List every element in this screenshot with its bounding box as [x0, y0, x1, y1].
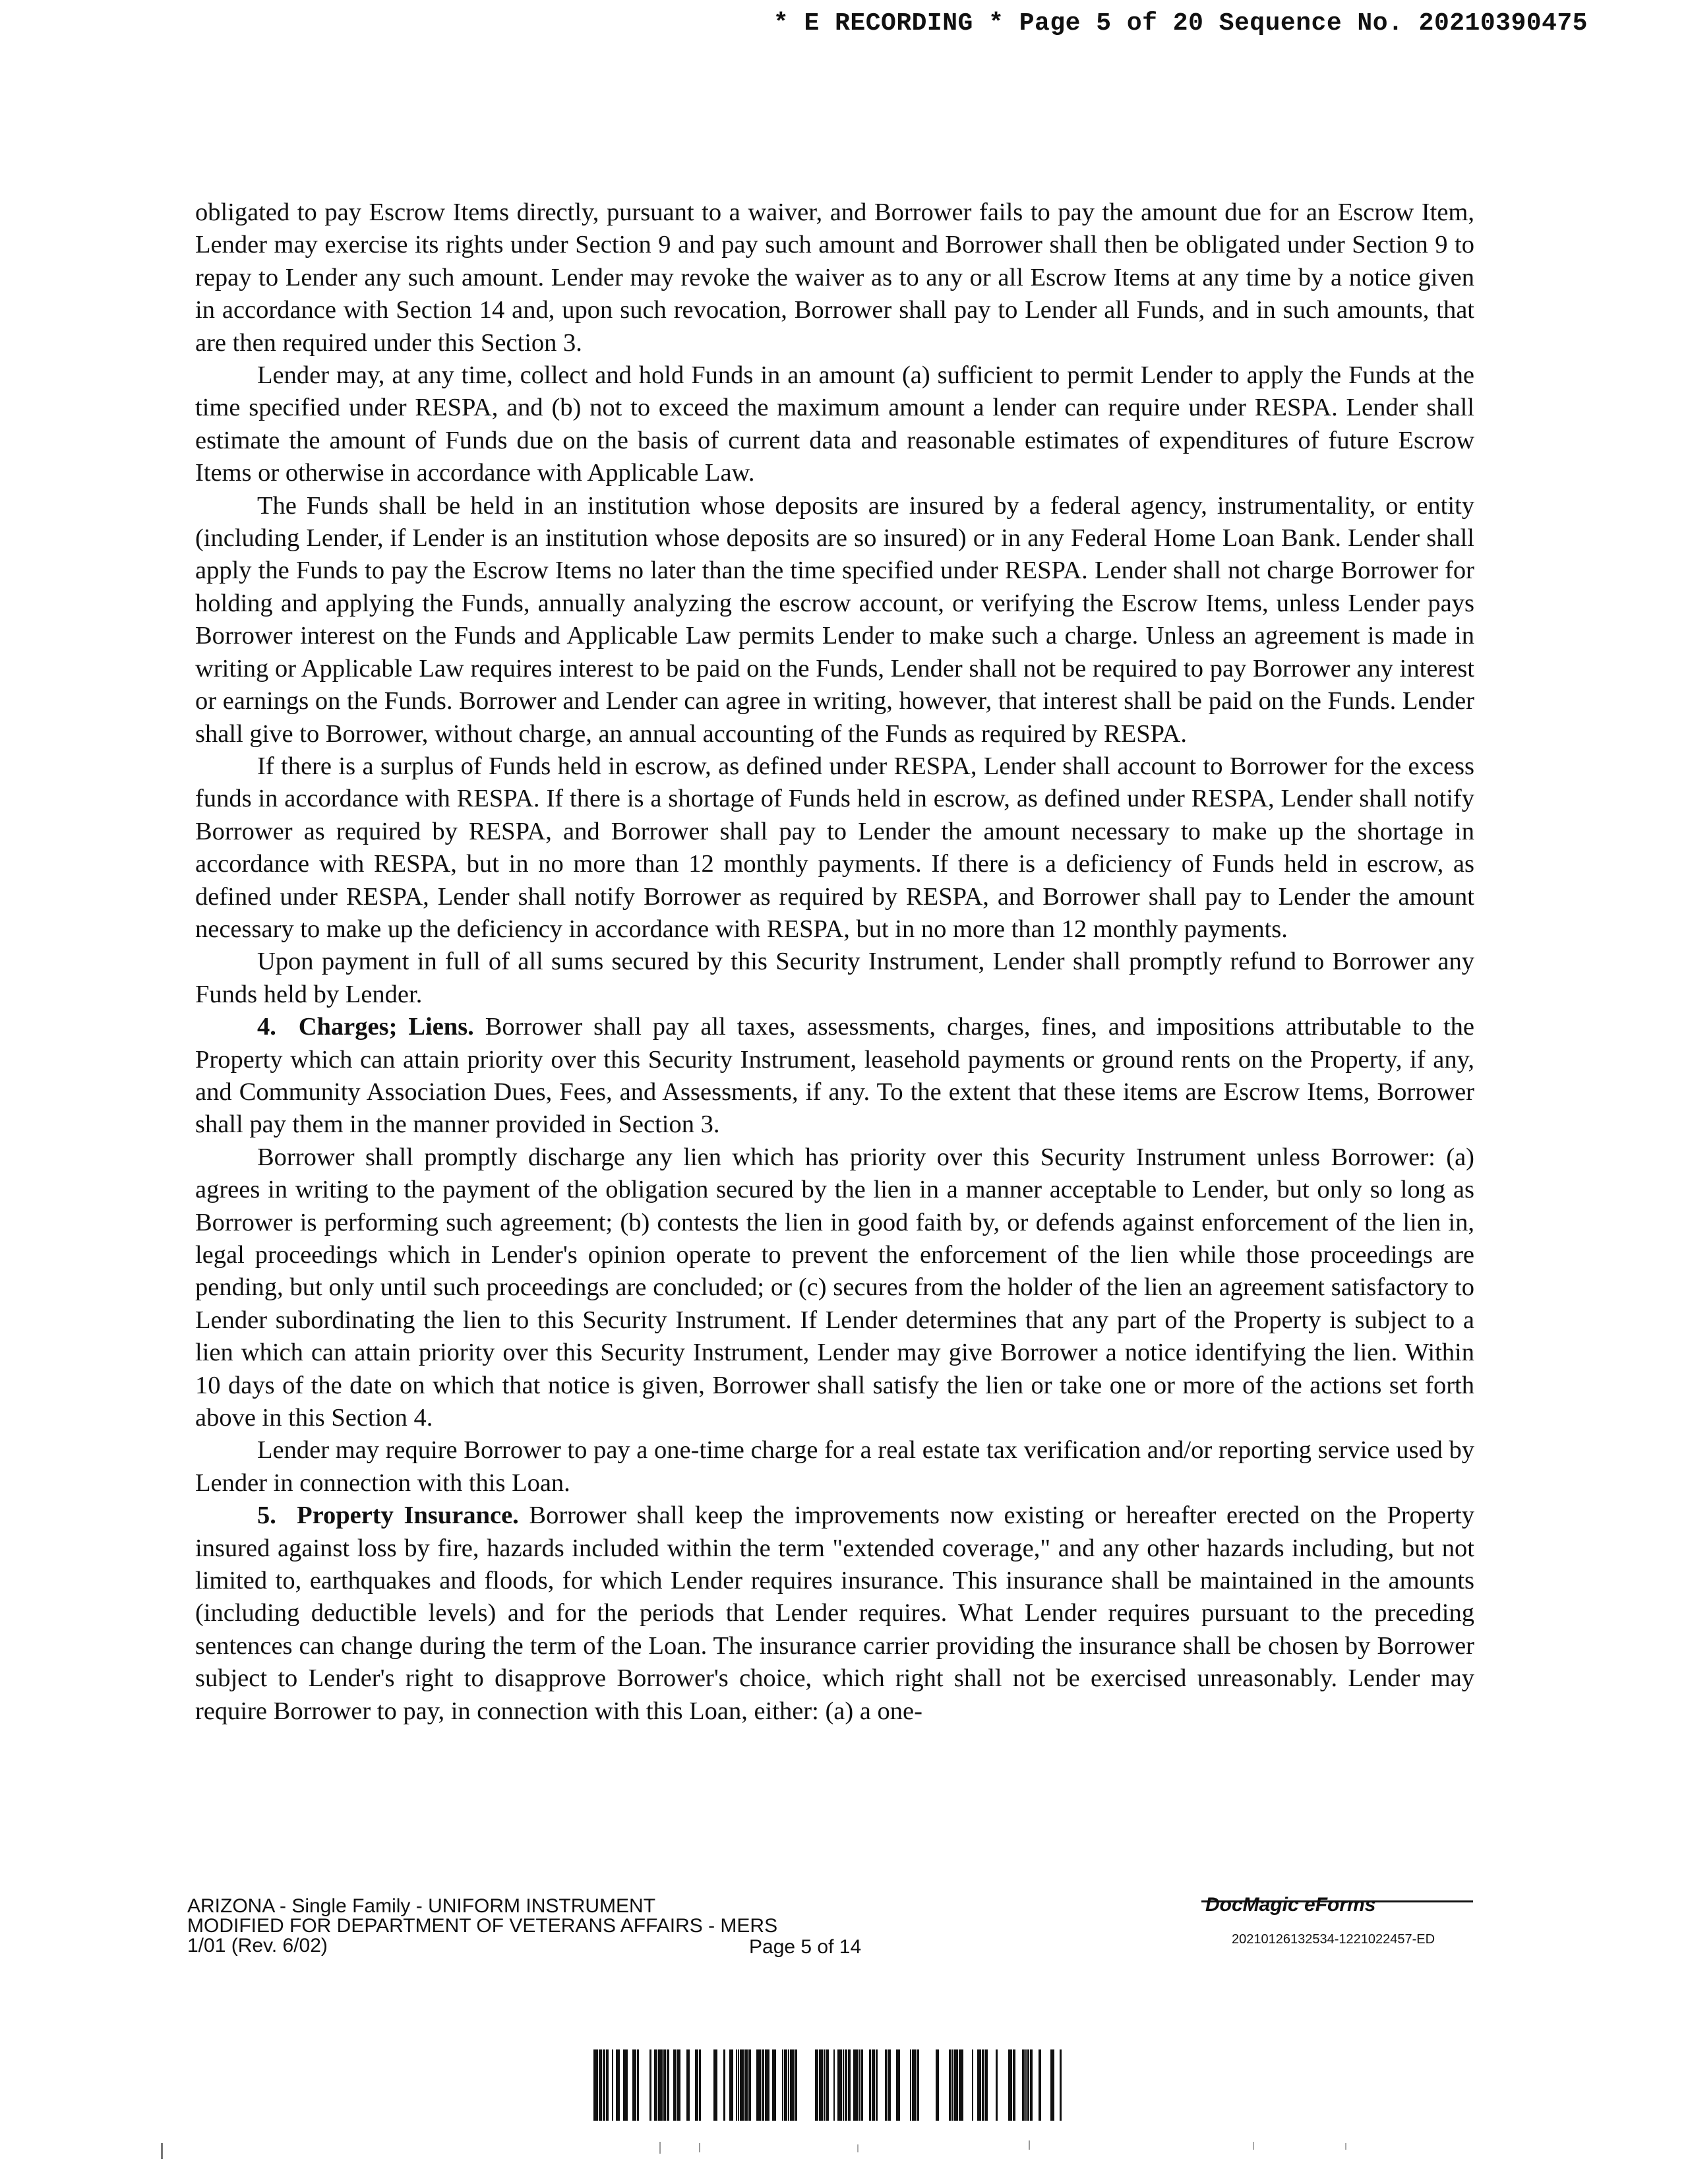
- paragraph-funds-held: [195, 490, 1474, 750]
- paragraph-text: Lender may require Borrower to pay a one-time charge for a real estate tax verification and/or reporting service used by Lender in connection with this Loan.: [195, 1436, 1474, 1497]
- paragraph-text: Borrower shall keep the improvements now existing or hereafter erected on the Property insured against loss by fire, hazards included within the term "extended coverage," and any other hazards including, but not limited to, earthquakes and floods, for which Lender requires insurance. This insurance shall be maintained in the amounts (including deductible levels) and for the periods that Lender requires. What Lender requires pursuant to the preceding sentences can change during the term of the Loan. The insurance carrier providing the insurance shall be chosen by Borrower subject to Lender's right to disapprove Borrower's choice, which right shall not be exercised unreasonably. Lender may require Borrower to pay, in connection with this Loan, either: (a) a one-: [195, 1502, 1474, 1725]
- document-body: [195, 197, 1474, 1728]
- paragraph-escrow-waiver: [195, 197, 1474, 359]
- paragraph-text: Upon payment in full of all sums secured by this Security Instrument, Lender shall promptly refund to Borrower any Funds held by Lender.: [195, 948, 1474, 1008]
- paragraph-refund: [195, 946, 1474, 1011]
- footer-brand-logo: DocMagic eForms: [1205, 1894, 1376, 1916]
- footer-document-code: 20210126132534-1221022457-ED: [1232, 1932, 1435, 1947]
- section-5-property-insurance: [195, 1500, 1474, 1728]
- section-title: Property Insurance.: [297, 1502, 519, 1530]
- paragraph-text: Lender may, at any time, collect and hold Funds in an amount (a) sufficient to permit Lender to apply the Funds at the time specified under RESPA, and (b) not to exceed the maximum amount a lender can require under RESPA. Lender shall estimate the amount of Funds due on the basis of current data and reasonable estimates of expenditures of future Escrow Items or otherwise in accordance with Applicable Law.: [195, 361, 1474, 487]
- footer-line-3: 1/01 (Rev. 6/02): [187, 1935, 328, 1957]
- paragraph-text: obligated to pay Escrow Items directly, pursuant to a waiver, and Borrower fails to pay the amount due for an Escrow Item, Lender may exercise its rights under Section 9 and pay such amount and Borrower shall then be obligated under Section 9 to repay to Lender any such amount. Lender may revoke the waiver as to any or all Escrow Items at any time by a notice given in accordance with Section 14 and, upon such revocation, Borrower shall pay to Lender all Funds, and in such amounts, that are then required under this Section 3.: [195, 198, 1474, 357]
- paragraph-tax-verification: [195, 1434, 1474, 1500]
- paragraph-surplus-shortage: [195, 750, 1474, 946]
- paragraph-text: If there is a surplus of Funds held in escrow, as defined under RESPA, Lender shall account to Borrower for the excess funds in accordance with RESPA. If there is a shortage of Funds held in escrow, as defined under RESPA, Lender shall notify Borrower as required by RESPA, and Borrower shall pay to Lender the amount necessary to make up the shortage in accordance with RESPA, but in no more than 12 monthly payments. If there is a deficiency of Funds held in escrow, as defined under RESPA, Lender shall notify Borrower as required by RESPA, and Borrower shall pay to Lender the amount necessary to make up the deficiency in accordance with RESPA, but in no more than 12 monthly payments.: [195, 752, 1474, 943]
- section-number: 4.: [257, 1013, 276, 1041]
- section-4-charges-liens: [195, 1011, 1474, 1141]
- section-number: 5.: [257, 1502, 276, 1530]
- footer-line-2: MODIFIED FOR DEPARTMENT OF VETERANS AFFAIRS - MERS: [187, 1915, 778, 1937]
- paragraph-text: The Funds shall be held in an institution whose deposits are insured by a federal agency, instrumentality, or entity (including Lender, if Lender is an institution whose deposits are so insured) or in any Federal Home Loan Bank. Lender shall apply the Funds to pay the Escrow Items no later than the time specified under RESPA. Lender shall not charge Borrower for holding and applying the Funds, annually analyzing the escrow account, or verifying the Escrow Items, unless Lender pays Borrower interest on the Funds and Applicable Law permits Lender to make such a charge. Unless an agreement is made in writing or Applicable Law requires interest to be paid on the Funds, Lender shall not be required to pay Borrower any interest or earnings on the Funds. Borrower and Lender can agree in writing, however, that interest shall be paid on the Funds. Lender shall give to Borrower, without charge, an annual accounting of the Funds as required by RESPA.: [195, 491, 1474, 748]
- section-title: Charges; Liens.: [298, 1013, 474, 1041]
- paragraph-text: Borrower shall promptly discharge any lien which has priority over this Security Instrument unless Borrower: (a) agrees in writing to the payment of the obligation secured by the lien in a manner acceptable to Lender, but only so long as Borrower is performing such agreement; (b) contests the lien in good faith by, or defends against enforcement of the lien in, legal proceedings which in Lender's opinion operate to prevent the enforcement of the lien while those proceedings are pending, but only until such proceedings are concluded; or (c) secures from the holder of the lien an agreement satisfactory to Lender subordinating the lien to this Security Instrument. If Lender determines that any part of the Property is subject to a lien which can attain priority over this Security Instrument, Lender may give Borrower a notice identifying the lien. Within 10 days of the date on which that notice is given, Borrower shall satisfy the lien or take one or more of the actions set forth above in this Section 4.: [195, 1143, 1474, 1432]
- paragraph-collect-funds: [195, 359, 1474, 490]
- paragraph-discharge-lien: [195, 1141, 1474, 1435]
- scan-noise: [0, 2137, 1688, 2176]
- paragraph-text: Borrower shall pay all taxes, assessments, charges, fines, and impositions attributable to the Property which can attain priority over this Security Instrument, leasehold payments or ground rents on the Property, if any, and Community Association Dues, Fees, and Assessments, if any. To the extent that these items are Escrow Items, Borrower shall pay them in the manner provided in Section 3.: [195, 1013, 1475, 1139]
- footer-line-1: ARIZONA - Single Family - UNIFORM INSTRUMENT: [187, 1895, 656, 1917]
- barcode-image: [593, 2049, 1063, 2121]
- footer-page-number: Page 5 of 14: [749, 1936, 862, 1958]
- recording-header: * E RECORDING * Page 5 of 20 Sequence No. 20210390475: [773, 9, 1588, 38]
